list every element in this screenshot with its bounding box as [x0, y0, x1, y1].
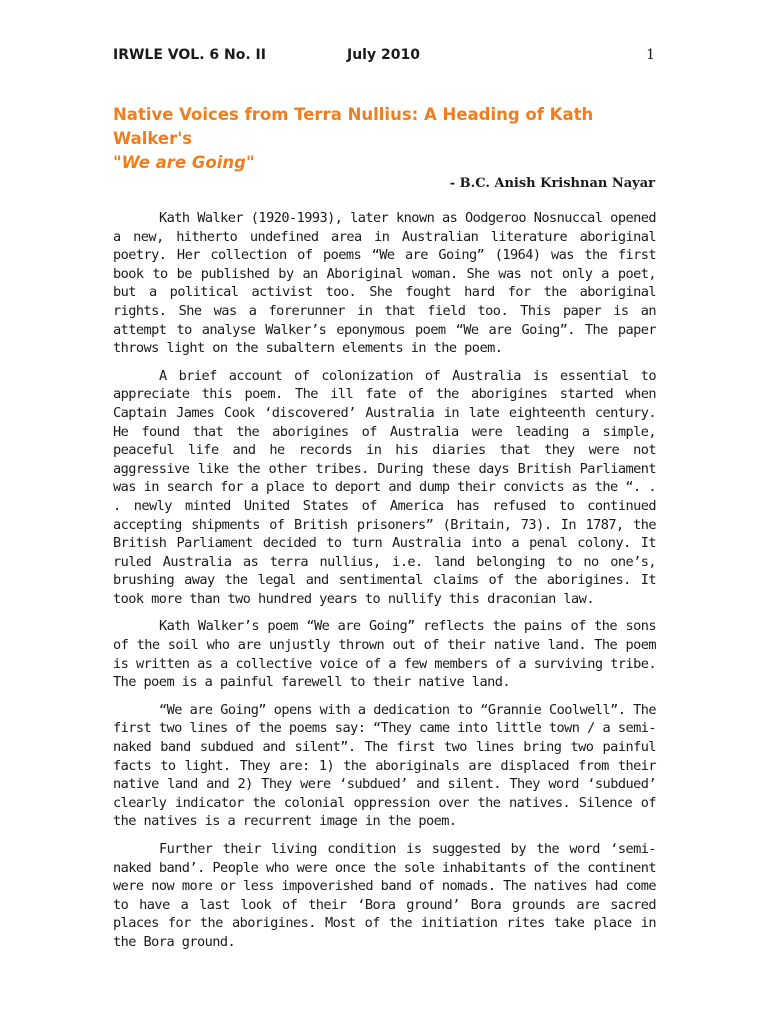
paragraph: Further their living condition is suggested by the word ‘semi-naked band’. People who were once the sole inhabitants of the continent were now more or less impoverished band of nomads. The natives had come to have a last look of their ‘Bora ground’ Bora grounds are sacred places for the aborigines. Most of the initiation rites take place in the Bora ground. [113, 841, 656, 950]
paragraph: “We are Going” opens with a dedication to “Grannie Coolwell”. The first two lines of the poems say: “They came into little town / a semi-naked band subdued and silent”. The first two lines bring two painful facts to light. They are: 1) the aboriginals are displaced from their native land and 2) They were ‘subdued’ and silent. They word ‘subdued’ clearly indicator the colonial oppression over the natives. Silence of the natives is a recurrent image in the poem. [113, 701, 656, 830]
title-subtitle: "We are Going" [113, 153, 255, 172]
title-main: Native Voices from Terra Nullius: A Heading of Kath Walker's [113, 105, 594, 148]
issue-date: July 2010 [347, 47, 420, 63]
article-body [113, 209, 656, 961]
paragraph: Kath Walker (1920-1993), later known as Oodgeroo Nosnuccal opened a new, hitherto undefined area in Australian literature aboriginal poetry. Her collection of poems “We are Going” (1964) was the first book to be published by an Aboriginal woman. She was not only a poet, but a political activist too. She fought hard for the aboriginal rights. She was a forerunner in that field too. This paper is an attempt to analyse Walker’s eponymous poem “We are Going”. The paper throws light on the subaltern elements in the poem. [113, 210, 656, 357]
article-title [113, 103, 673, 175]
author-byline: - B.C. Anish Krishnan Nayar [449, 176, 655, 191]
paragraph: Kath Walker’s poem “We are Going” reflects the pains of the sons of the soil who are unjustly thrown out of their native land. The poem is written as a collective voice of a few members of a surviving tribe. The poem is a painful farewell to their native land. [113, 618, 656, 691]
journal-volume: IRWLE VOL. 6 No. II [113, 47, 266, 63]
page-number: 1 [646, 47, 655, 63]
paragraph: A brief account of colonization of Australia is essential to appreciate this poem. The ill fate of the aborigines started when Captain James Cook ‘discovered’ Australia in late eighteenth century. He found that the aborigines of Australia were leading a simple, peaceful life and he records in his diaries that they were not aggressive like the other tribes. During these days British Parliament was in search for a place to deport and dump their convicts as the “. . . newly minted United States of America has refused to continued accepting shipments of British prisoners” (Britain, 73). In 1787, the British Parliament decided to turn Australia into a penal colony. It ruled Australia as terra nullius, i.e. land belonging to no one’s, brushing away the legal and sentimental claims of the aborigines. It took more than two hundred years to nullify this draconian law. [113, 367, 656, 607]
